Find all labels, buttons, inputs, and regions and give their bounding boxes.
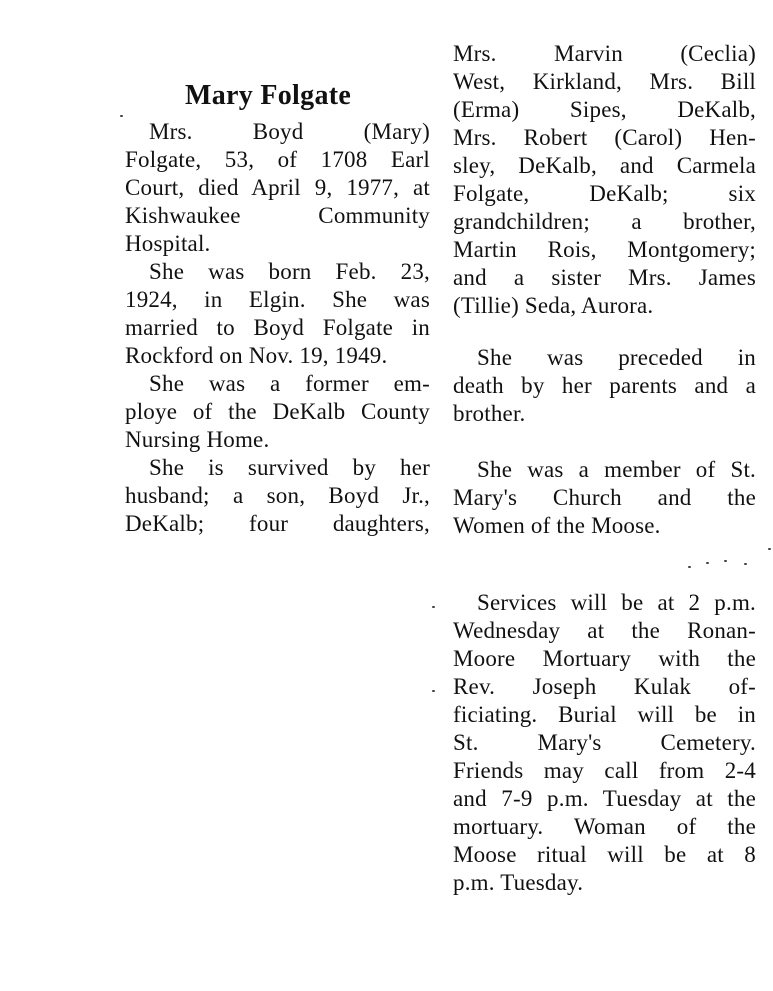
text-line: St. Mary's Cemetery. bbox=[453, 730, 756, 755]
text-line: Rockford on Nov. 19, 1949. bbox=[125, 343, 388, 368]
text-line: Court, died April 9, 1977, at bbox=[125, 175, 430, 200]
text-line: Martin Rois, Montgomery; bbox=[453, 237, 756, 262]
text-line: ploye of the DeKalb County bbox=[125, 399, 430, 424]
text-line: (Tillie) Seda, Aurora. bbox=[453, 293, 654, 318]
text-line: Moose ritual will be at 8 bbox=[453, 842, 756, 867]
text-line: Mary's Church and the bbox=[453, 485, 756, 510]
text-line: She was a former em- bbox=[149, 371, 430, 396]
text-line: death by her parents and a bbox=[453, 373, 756, 398]
scan-speck bbox=[432, 690, 435, 692]
text-line: and a sister Mrs. James bbox=[453, 265, 756, 290]
text-line: grandchildren; a brother, bbox=[453, 209, 756, 234]
text-line: DeKalb; four daughters, bbox=[125, 511, 430, 536]
text-line: ficiating. Burial will be in bbox=[453, 702, 756, 727]
text-line: Moore Mortuary with the bbox=[453, 646, 756, 671]
text-line: Services will be at 2 p.m. bbox=[477, 590, 756, 615]
text-line: Mrs. Robert (Carol) Hen- bbox=[453, 125, 756, 150]
obituary-headline: Mary Folgate bbox=[185, 80, 352, 111]
scan-speck bbox=[432, 606, 435, 608]
scan-speck bbox=[744, 563, 747, 565]
text-line: She was born Feb. 23, bbox=[149, 259, 430, 284]
text-line: p.m. Tuesday. bbox=[453, 870, 584, 895]
text-line: Wednesday at the Ronan- bbox=[453, 618, 756, 643]
text-line: Kishwaukee Community bbox=[125, 203, 430, 228]
text-line: Folgate, DeKalb; six bbox=[453, 181, 756, 206]
text-line: Rev. Joseph Kulak of- bbox=[453, 674, 756, 699]
text-line: She was preceded in bbox=[477, 345, 756, 370]
text-line: brother. bbox=[453, 401, 526, 426]
text-line: Nursing Home. bbox=[125, 427, 270, 452]
text-line: Folgate, 53, of 1708 Earl bbox=[125, 147, 430, 172]
text-line: (Erma) Sipes, DeKalb, bbox=[453, 97, 756, 122]
text-line: 1924, in Elgin. She was bbox=[125, 287, 430, 312]
text-line: mortuary. Woman of the bbox=[453, 814, 756, 839]
text-line: Hospital. bbox=[125, 231, 211, 256]
scan-speck bbox=[706, 562, 709, 564]
text-line: She was a member of St. bbox=[477, 457, 756, 482]
text-line: Mrs. Boyd (Mary) bbox=[149, 119, 430, 144]
scan-speck bbox=[768, 548, 771, 550]
scan-speck bbox=[688, 566, 691, 568]
text-line: West, Kirkland, Mrs. Bill bbox=[453, 69, 756, 94]
text-line: married to Boyd Folgate in bbox=[125, 315, 430, 340]
scan-speck bbox=[120, 115, 123, 117]
scan-speck bbox=[724, 560, 727, 562]
text-line: Women of the Moose. bbox=[453, 513, 661, 538]
text-line: and 7-9 p.m. Tuesday at the bbox=[453, 786, 756, 811]
text-line: Mrs. Marvin (Ceclia) bbox=[453, 41, 756, 66]
text-line: husband; a son, Boyd Jr., bbox=[125, 483, 430, 508]
text-line: She is survived by her bbox=[149, 455, 430, 480]
text-line: sley, DeKalb, and Carmela bbox=[453, 153, 756, 178]
text-line: Friends may call from 2-4 bbox=[453, 758, 756, 783]
